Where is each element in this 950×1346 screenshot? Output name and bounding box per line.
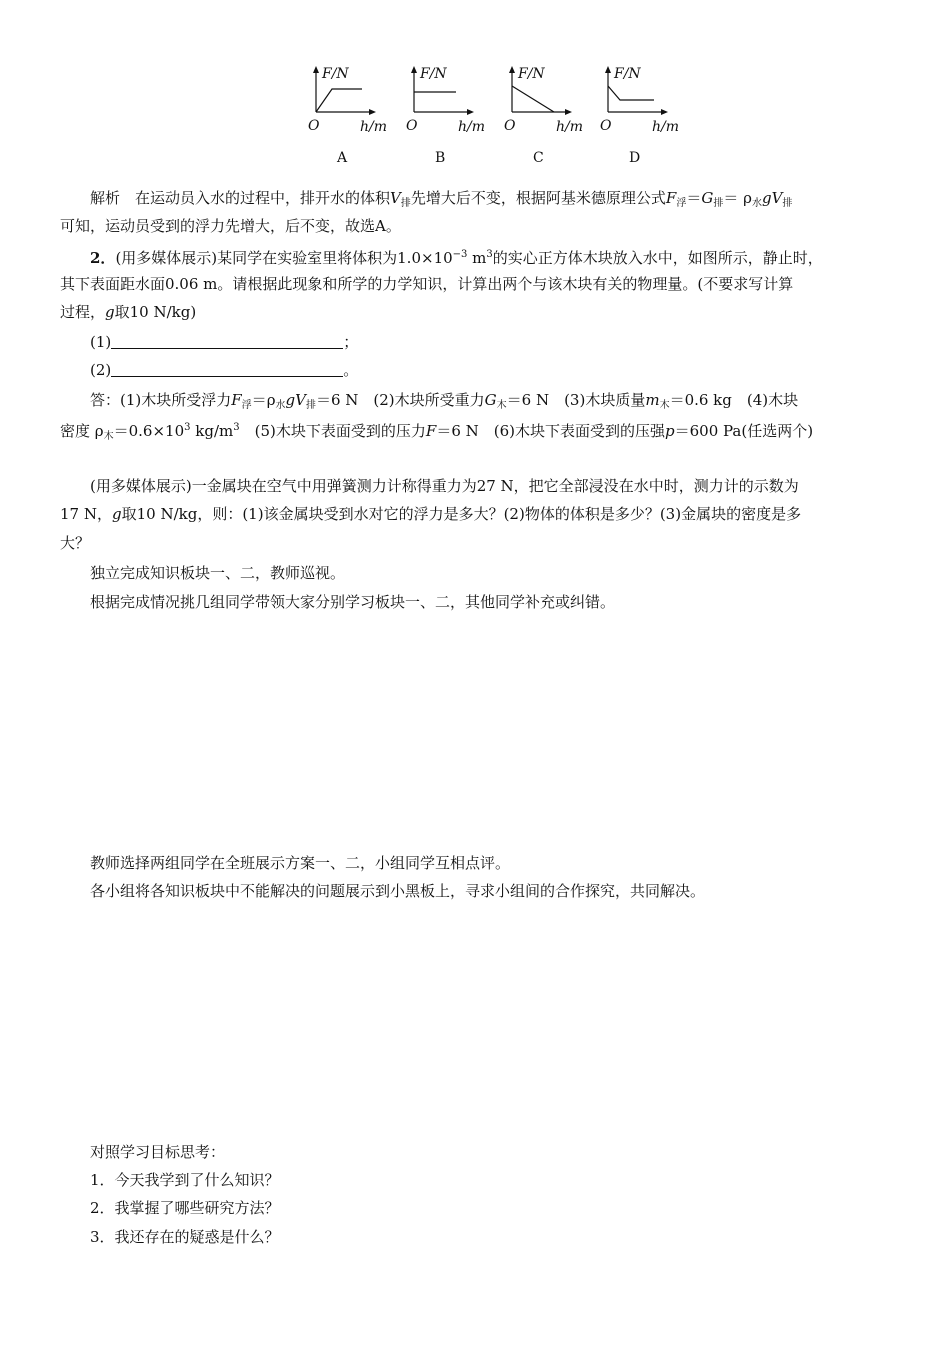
graph-c [496,62,586,172]
var-f: F [425,422,437,440]
origin-label: O [504,118,516,134]
answer-text: (5)木块下表面受到的压力 [239,422,426,440]
analysis-text: 在运动员入水的过程中，排开水的体积 [135,189,391,207]
sub-mu: 木 [103,431,114,442]
answer-text: 答：(1)木块所受浮力 [90,391,232,409]
q3-line-3: 大？ [60,534,91,552]
instruction-3: 教师选择两组同学在全班展示方案一、二，小组同学互相点评。 [90,854,511,872]
var-f: F [665,189,677,207]
exponent: −3 [452,249,468,260]
y-axis-label: F/N [518,66,545,82]
q2-text: 取10 N/kg) [114,303,197,321]
option-label-a: A [337,150,348,166]
exponent: 3 [233,422,240,433]
var-rho: ρ [94,422,104,440]
answer-text: ＝6 N (6)木块下表面受到的压强 [436,422,665,440]
var-g: g [111,505,122,523]
q2-text: (用多媒体展示)某同学在实验室里将体积为1.0×10 [115,249,453,267]
option-label-d: D [629,150,641,166]
answer-line-1 [90,390,930,416]
sub-pai: 排 [305,400,316,411]
q2-unit: m [467,249,487,267]
origin-label: O [600,118,612,134]
answer-blank[interactable] [111,362,343,377]
y-axis-label: F/N [420,66,447,82]
var-rho: ρ [743,189,752,207]
sub-pai: 排 [400,198,411,209]
blank-label: (2) [90,361,112,379]
equals: ＝ [686,189,702,207]
reflection-title: 对照学习目标思考： [90,1143,226,1161]
analysis-line-1 [90,188,930,214]
sub-mu: 木 [496,400,507,411]
y-axis-label: F/N [322,66,349,82]
var-g: g [285,391,296,409]
var-f: F [231,391,242,409]
answer-text: 密度 [60,422,91,440]
answer-text: ＝0.6 kg (4)木块 [669,391,799,409]
option-label-c: C [533,150,544,166]
q2-line-1 [90,245,930,268]
punct: ； [343,333,359,351]
y-axis-label: F/N [614,66,641,82]
q3-text: 取10 N/kg，则：(1)该金属块受到水对它的浮力是多大？(2)物体的体积是多少？(3)金属块的密度是多 [121,505,802,523]
x-axis-label: h/m [458,119,486,135]
q2-text: 过程， [60,303,106,321]
q3-text: 17 N， [60,505,112,523]
var-p: p [665,422,675,440]
sub-fu: 浮 [241,400,252,411]
answer-text: ＝600 Pa(任选两个) [674,422,814,440]
reflection-item-2: 2．我掌握了哪些研究方法？ [90,1199,280,1217]
sub-mu: 木 [659,400,670,411]
var-g: g [105,303,115,321]
origin-label: O [406,118,418,134]
q3-line-1: (用多媒体展示)一金属块在空气中用弹簧测力计称得重力为27 N，把它全部浸没在水中时，测力计的示数为 [90,477,799,495]
q2-blank-1 [90,332,930,352]
graph-d [592,62,682,172]
q2-line-3 [60,302,900,322]
x-axis-label: h/m [556,119,584,135]
exponent: 3 [184,422,191,433]
q3-line-2 [60,504,900,524]
sub-shui: 水 [751,198,762,209]
punct: 。 [343,361,359,379]
sub-shui: 水 [275,400,286,411]
exponent: 3 [486,249,493,260]
analysis-line-2: 可知，运动员受到的浮力先增大，后不变，故选A。 [60,217,401,235]
q2-blank-2 [90,360,930,380]
graph-b [398,62,488,172]
q2-number: 2． [90,249,116,267]
graph-a [300,62,390,172]
var-g-cap: G [701,189,714,207]
answer-text: ＝6 N (3)木块质量 [506,391,646,409]
sub-pai: 排 [713,198,724,209]
answer-line-2 [60,418,900,447]
x-axis-label: h/m [360,119,388,135]
reflection-item-3: 3．我还存在的疑惑是什么？ [90,1228,280,1246]
sub-fu: 浮 [676,198,687,209]
equals: ＝ [723,189,739,207]
sub-pai: 排 [782,198,793,209]
analysis-head: 解析 [90,189,121,207]
var-m: m [645,391,660,409]
instruction-4: 各小组将各知识板块中不能解决的问题展示到小黑板上，寻求小组间的合作探究，共同解决。 [90,882,706,900]
origin-label: O [308,118,320,134]
answer-text: kg/m [190,422,234,440]
answer-text: ＝6 N (2)木块所受重力 [315,391,485,409]
var-g: g [761,189,772,207]
reflection-item-1: 1．今天我学到了什么知识？ [90,1171,280,1189]
var-v: V [390,189,401,207]
option-label-b: B [435,150,446,166]
blank-label: (1) [90,333,112,351]
answer-blank[interactable] [111,334,343,349]
x-axis-label: h/m [652,119,680,135]
q2-text: 的实心正方体木块放入水中，如图所示，静止时， [492,249,823,267]
instruction-1: 独立完成知识板块一、二，教师巡视。 [90,564,346,582]
var-g-cap: G [484,391,497,409]
answer-text: ＝0.6×10 [113,422,185,440]
analysis-text: 先增大后不变，根据阿基米德原理公式 [410,189,666,207]
var-v: V [771,189,783,207]
q2-line-2: 其下表面距水面0.06 m。请根据此现象和所学的力学知识，计算出两个与该木块有关的物理量。(不要求写计算 [60,275,794,293]
equals: ＝ [251,391,267,409]
instruction-2: 根据完成情况挑几组同学带领大家分别学习板块一、二，其他同学补充或纠错。 [90,593,616,611]
var-rho: ρ [266,391,276,409]
option-graphs [300,62,690,172]
var-v: V [295,391,306,409]
